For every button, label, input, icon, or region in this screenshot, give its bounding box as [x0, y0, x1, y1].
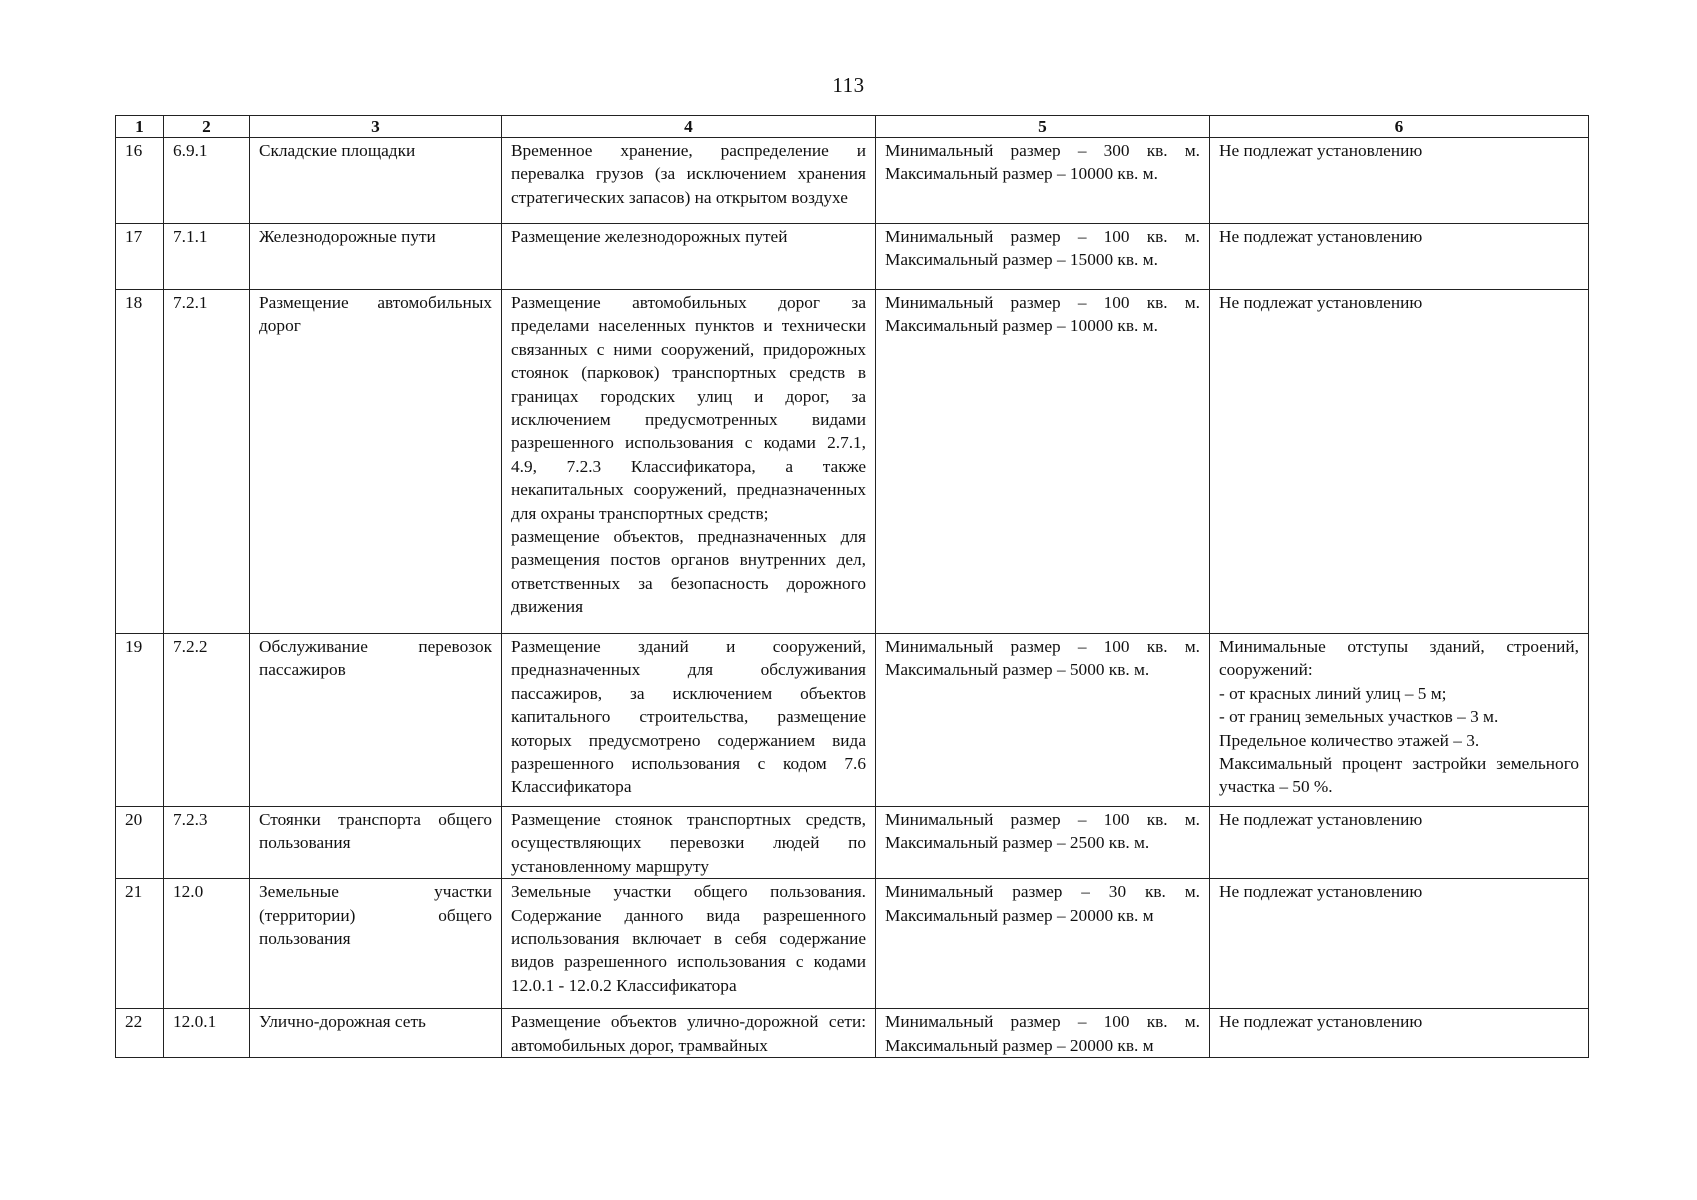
plot-size-limits: [876, 807, 1210, 879]
building-parameters: [1210, 138, 1589, 224]
table-row: [116, 879, 1589, 1009]
land-use-description: [502, 1009, 876, 1058]
land-use-description-line: Земельные участки общего пользования. Содержание данного вида разрешенного использования включает в себя содержание видов разрешенного использования с кодами 12.0.1 - 12.0.2 Классификатора: [511, 882, 866, 995]
classifier-code: 7.2.2: [164, 634, 250, 807]
building-parameters: [1210, 807, 1589, 879]
plot-size-limits: [876, 879, 1210, 1009]
row-number: 16: [116, 138, 164, 224]
column-header: 4: [502, 116, 876, 138]
classifier-code: 6.9.1: [164, 138, 250, 224]
building-parameters: [1210, 1009, 1589, 1058]
building-parameters: [1210, 634, 1589, 807]
land-use-description: [502, 138, 876, 224]
plot-size-limits: [876, 224, 1210, 290]
plot-size-limits-line: Минимальный размер – 100 кв. м. Максимальный размер – 2500 кв. м.: [885, 810, 1200, 853]
land-use-description-line: размещение объектов, предназначенных для размещения постов органов внутренних дел, ответственных за безопасность дорожного движения: [511, 527, 866, 617]
land-use-table: [115, 115, 1589, 1058]
land-use-name: [250, 807, 502, 879]
land-use-name-line: Складские площадки: [259, 141, 416, 160]
plot-size-limits-line: Минимальный размер – 100 кв. м. Максимальный размер – 5000 кв. м.: [885, 637, 1200, 680]
land-use-description: [502, 634, 876, 807]
column-header: 2: [164, 116, 250, 138]
table-row: [116, 290, 1589, 634]
building-parameters-line: Не подлежат установлению: [1219, 293, 1423, 312]
classifier-code: 7.2.3: [164, 807, 250, 879]
land-use-description-line: Размещение зданий и сооружений, предназначенных для обслуживания пассажиров, за исключением объектов капитального строительства, размещение которых предусмотрено содержанием вида разрешенного использования с кодом 7.6 Классификатора: [511, 637, 866, 797]
land-use-name: [250, 634, 502, 807]
land-use-name: [250, 290, 502, 634]
land-use-description-line: Размещение объектов улично-дорожной сети: автомобильных дорог, трамвайных: [511, 1012, 866, 1055]
land-use-description: [502, 807, 876, 879]
land-use-name-line: Железнодорожные пути: [259, 227, 436, 246]
plot-size-limits-line: Минимальный размер – 100 кв. м. Максимальный размер – 15000 кв. м.: [885, 227, 1200, 270]
plot-size-limits-line: Минимальный размер – 300 кв. м. Максимальный размер – 10000 кв. м.: [885, 141, 1200, 184]
land-use-name: [250, 138, 502, 224]
building-parameters-line: Не подлежат установлению: [1219, 882, 1423, 902]
column-header: 6: [1210, 116, 1589, 138]
land-use-description-line: Размещение автомобильных дорог за пределами населенных пунктов и технически связанных с ними сооружений, придорожных стоянок (парковок) транспортных средств в границах городских улиц и дорог, за исключением предусмотренных видами разрешенного использования с кодами 2.7.1, 4.9, 7.2.3 Классификатора, а также некапитальных сооружений, предназначенных для охраны транспортных средств;: [511, 293, 866, 523]
plot-size-limits: [876, 1009, 1210, 1058]
row-number: 20: [116, 807, 164, 879]
classifier-code: 7.1.1: [164, 224, 250, 290]
building-parameters-line: - от границ земельных участков – 3 м.: [1219, 707, 1499, 727]
land-use-name-line: Земельные участки (территории) общего пользования: [259, 882, 492, 949]
plot-size-limits-line: Минимальный размер – 30 кв. м. Максимальный размер – 20000 кв. м: [885, 882, 1200, 925]
land-use-name: [250, 1009, 502, 1058]
table-row: [116, 224, 1589, 290]
land-use-name-line: Размещение автомобильных дорог: [259, 293, 492, 336]
building-parameters-line: Минимальные отступы зданий, строений, сооружений:: [1219, 637, 1579, 680]
table-row: [116, 138, 1589, 224]
page-number: 113: [832, 73, 865, 97]
plot-size-limits: [876, 138, 1210, 224]
row-number: 18: [116, 290, 164, 634]
land-use-description: [502, 290, 876, 634]
land-use-name: [250, 879, 502, 1009]
land-use-description: [502, 879, 876, 1009]
row-number: 17: [116, 224, 164, 290]
table-row: [116, 634, 1589, 807]
building-parameters-line: Не подлежат установлению: [1219, 227, 1423, 246]
row-number: 19: [116, 634, 164, 807]
plot-size-limits-line: Минимальный размер – 100 кв. м. Максимальный размер – 20000 кв. м: [885, 1012, 1200, 1055]
land-use-description-line: Размещение стоянок транспортных средств, осуществляющих перевозки людей по установленному маршруту: [511, 810, 866, 876]
land-use-description: [502, 224, 876, 290]
table-row: [116, 1009, 1589, 1058]
land-use-description-line: Временное хранение, распределение и перевалка грузов (за исключением хранения стратегических запасов) на открытом воздухе: [511, 141, 866, 207]
classifier-code: 7.2.1: [164, 290, 250, 634]
land-use-name-line: Стоянки транспорта общего пользования: [259, 810, 492, 853]
land-use-name: [250, 224, 502, 290]
land-use-name-line: Обслуживание перевозок пассажиров: [259, 637, 492, 680]
classifier-code: 12.0.1: [164, 1009, 250, 1058]
building-parameters: [1210, 879, 1589, 1009]
building-parameters-line: Не подлежат установлению: [1219, 810, 1423, 829]
table-row: [116, 807, 1589, 879]
column-header: 1: [116, 116, 164, 138]
column-header: 3: [250, 116, 502, 138]
building-parameters: [1210, 224, 1589, 290]
building-parameters-line: Предельное количество этажей – 3.: [1219, 730, 1480, 750]
land-use-description-line: Размещение железнодорожных путей: [511, 227, 788, 246]
building-parameters-line: Максимальный процент застройки земельного участка – 50 %.: [1219, 754, 1579, 797]
row-number: 21: [116, 879, 164, 1009]
building-parameters-line: Не подлежат установлению: [1219, 141, 1423, 160]
header-row: [116, 116, 1589, 138]
building-parameters-line: - от красных линий улиц – 5 м;: [1219, 683, 1447, 703]
classifier-code: 12.0: [164, 879, 250, 1009]
plot-size-limits: [876, 290, 1210, 634]
building-parameters-line: Не подлежат установлению: [1219, 1012, 1423, 1032]
plot-size-limits-line: Минимальный размер – 100 кв. м. Максимальный размер – 10000 кв. м.: [885, 293, 1200, 336]
row-number: 22: [116, 1009, 164, 1058]
column-header: 5: [876, 116, 1210, 138]
land-use-name-line: Улично-дорожная сеть: [259, 1012, 426, 1032]
building-parameters: [1210, 290, 1589, 634]
plot-size-limits: [876, 634, 1210, 807]
